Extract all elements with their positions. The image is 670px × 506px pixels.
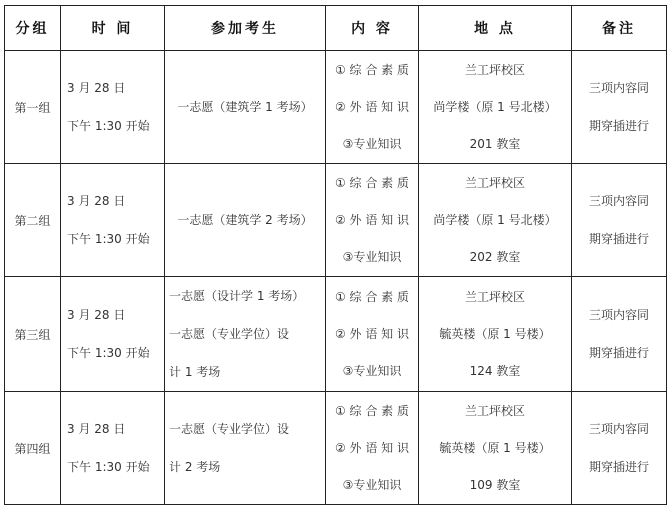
- time-date: 3 月 28 日: [67, 81, 126, 95]
- location-campus: 兰工坪校区: [464, 175, 525, 190]
- time-cell: [61, 277, 165, 392]
- header-row: [5, 6, 667, 51]
- location-room: 201 教室: [469, 136, 521, 151]
- group-cell: 第三组: [5, 277, 61, 392]
- location-room: 124 教室: [469, 363, 521, 378]
- content-item: ① 综 合 素 质: [334, 289, 410, 304]
- content-item: ③专业知识: [342, 477, 402, 492]
- time-date: 3 月 28 日: [67, 308, 126, 322]
- time-start: 下午 1:30 开始: [67, 232, 150, 246]
- candidates-cell: [165, 164, 326, 277]
- note-line: 期穿插进行: [588, 119, 649, 133]
- candidates-cell: [165, 392, 326, 505]
- group-cell: 第四组: [5, 392, 61, 505]
- content-item: ① 综 合 素 质: [334, 62, 410, 77]
- note-cell: [572, 277, 667, 392]
- time-cell: [61, 164, 165, 277]
- time-date: 3 月 28 日: [67, 422, 126, 436]
- table-row: [5, 392, 667, 505]
- header-time: 时 间: [61, 6, 165, 51]
- location-cell: [419, 51, 572, 164]
- header-candidates: 参加考生: [165, 6, 326, 51]
- header-location: 地 点: [419, 6, 572, 51]
- content-cell: [326, 51, 419, 164]
- content-item: ① 综 合 素 质: [334, 403, 410, 418]
- table-row: [5, 164, 667, 277]
- content-item: ② 外 语 知 识: [334, 99, 410, 114]
- time-start: 下午 1:30 开始: [67, 460, 150, 474]
- note-line: 三项内容同: [588, 81, 649, 95]
- content-item: ② 外 语 知 识: [334, 212, 410, 227]
- content-cell: [326, 392, 419, 505]
- time-start: 下午 1:30 开始: [67, 346, 150, 360]
- table-row: [5, 51, 667, 164]
- candidates-line: 一志愿（专业学位）设: [169, 422, 290, 436]
- group-cell: 第二组: [5, 164, 61, 277]
- note-line: 三项内容同: [588, 422, 649, 436]
- header-note: 备注: [572, 6, 667, 51]
- note-cell: [572, 51, 667, 164]
- note-cell: [572, 392, 667, 505]
- header-content: 内 容: [326, 6, 419, 51]
- table-row: [5, 277, 667, 392]
- location-campus: 兰工坪校区: [464, 62, 525, 77]
- location-building: 毓英楼（原 1 号楼）: [439, 440, 551, 455]
- note-line: 期穿插进行: [588, 460, 649, 474]
- exam-schedule-table: [4, 5, 667, 505]
- location-building: 尚学楼（原 1 号北楼）: [433, 99, 557, 114]
- location-cell: [419, 277, 572, 392]
- candidates-cell: [165, 277, 326, 392]
- content-item: ① 综 合 素 质: [334, 175, 410, 190]
- time-cell: [61, 51, 165, 164]
- content-item: ③专业知识: [342, 363, 402, 378]
- time-date: 3 月 28 日: [67, 194, 126, 208]
- candidates-line: 计 2 考场: [169, 460, 221, 474]
- location-cell: [419, 164, 572, 277]
- location-campus: 兰工坪校区: [464, 289, 525, 304]
- note-line: 三项内容同: [588, 308, 649, 322]
- location-cell: [419, 392, 572, 505]
- time-start: 下午 1:30 开始: [67, 119, 150, 133]
- header-group: 分组: [5, 6, 61, 51]
- content-cell: [326, 277, 419, 392]
- content-item: ② 外 语 知 识: [334, 326, 410, 341]
- candidates-line: 一志愿（设计学 1 考场）: [169, 289, 305, 303]
- candidates-line: 一志愿（建筑学 1 考场）: [177, 100, 313, 114]
- content-item: ② 外 语 知 识: [334, 440, 410, 455]
- content-cell: [326, 164, 419, 277]
- note-cell: [572, 164, 667, 277]
- candidates-line: 一志愿（专业学位）设: [169, 327, 290, 341]
- location-building: 尚学楼（原 1 号北楼）: [433, 212, 557, 227]
- candidates-line: 一志愿（建筑学 2 考场）: [177, 213, 313, 227]
- note-line: 三项内容同: [588, 194, 649, 208]
- content-item: ③专业知识: [342, 249, 402, 264]
- location-building: 毓英楼（原 1 号楼）: [439, 326, 551, 341]
- location-campus: 兰工坪校区: [464, 403, 525, 418]
- location-room: 109 教室: [469, 477, 521, 492]
- note-line: 期穿插进行: [588, 232, 649, 246]
- group-cell: 第一组: [5, 51, 61, 164]
- candidates-line: 计 1 考场: [169, 365, 221, 379]
- time-cell: [61, 392, 165, 505]
- content-item: ③专业知识: [342, 136, 402, 151]
- candidates-cell: [165, 51, 326, 164]
- note-line: 期穿插进行: [588, 346, 649, 360]
- location-room: 202 教室: [469, 249, 521, 264]
